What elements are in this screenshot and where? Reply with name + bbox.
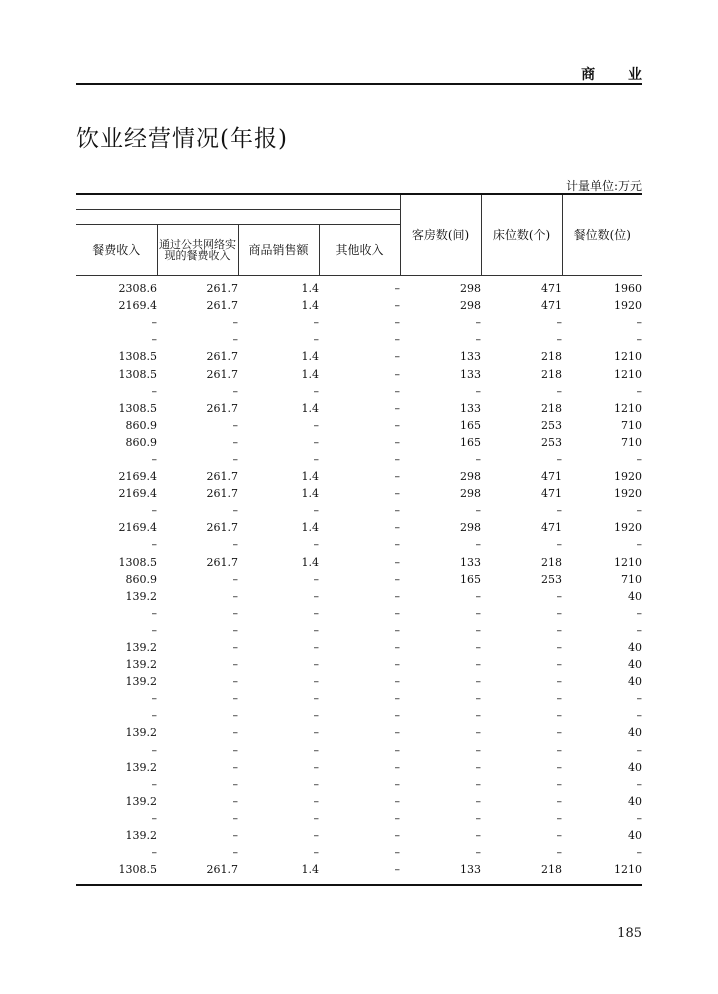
table-row: [76, 810, 642, 827]
cell-public-network: –: [232, 333, 238, 347]
cell-food-revenue: 139.2: [125, 589, 157, 603]
cell-food-revenue: –: [151, 384, 157, 398]
cell-seats: –: [636, 538, 642, 552]
cell-seats: 40: [628, 658, 642, 672]
cell-public-network: 261.7: [206, 282, 238, 296]
cell-food-revenue: 139.2: [125, 760, 157, 774]
cell-goods-sales: 1.4: [301, 555, 319, 569]
cell-food-revenue: 139.2: [125, 641, 157, 655]
cell-beds: 253: [541, 418, 562, 432]
cell-public-network: 261.7: [206, 487, 238, 501]
cell-food-revenue: 139.2: [125, 658, 157, 672]
cell-food-revenue: –: [151, 504, 157, 518]
table-row: [76, 571, 642, 588]
cell-food-revenue: –: [151, 846, 157, 860]
table-row: [76, 485, 642, 502]
cell-other-revenue: –: [394, 384, 400, 398]
cell-beds: 471: [541, 299, 562, 313]
cell-other-revenue: –: [394, 811, 400, 825]
cell-goods-sales: –: [313, 418, 319, 432]
cell-beds: –: [556, 384, 562, 398]
cell-public-network: –: [232, 316, 238, 330]
cell-goods-sales: –: [313, 606, 319, 620]
cell-rooms: –: [475, 709, 481, 723]
cell-other-revenue: –: [394, 829, 400, 843]
cell-seats: 40: [628, 794, 642, 808]
cell-public-network: –: [232, 743, 238, 757]
cell-rooms: 165: [460, 572, 481, 586]
cell-rooms: –: [475, 623, 481, 637]
col-header-public-network: 通过公共网络实现的餐费收入: [157, 225, 238, 276]
table-row: [76, 776, 642, 793]
table-row: [76, 861, 642, 882]
table-row: [76, 434, 642, 451]
table-row: [76, 656, 642, 673]
cell-seats: 1210: [614, 350, 642, 364]
cell-seats: –: [636, 606, 642, 620]
table-row: [76, 468, 642, 485]
table-row: [76, 314, 642, 331]
cell-other-revenue: –: [394, 675, 400, 689]
cell-beds: –: [556, 504, 562, 518]
cell-rooms: –: [475, 333, 481, 347]
cell-seats: –: [636, 692, 642, 706]
cell-seats: –: [636, 333, 642, 347]
cell-public-network: –: [232, 658, 238, 672]
cell-goods-sales: 1.4: [301, 367, 319, 381]
cell-rooms: –: [475, 726, 481, 740]
cell-beds: –: [556, 589, 562, 603]
cell-food-revenue: 139.2: [125, 829, 157, 843]
cell-public-network: –: [232, 504, 238, 518]
cell-seats: 1210: [614, 401, 642, 415]
cell-other-revenue: –: [394, 726, 400, 740]
cell-seats: –: [636, 777, 642, 791]
cell-public-network: –: [232, 692, 238, 706]
cell-public-network: 261.7: [206, 367, 238, 381]
cell-goods-sales: –: [313, 589, 319, 603]
cell-other-revenue: –: [394, 606, 400, 620]
cell-public-network: –: [232, 384, 238, 398]
table-row: [76, 690, 642, 707]
cell-food-revenue: 1308.5: [118, 863, 157, 877]
cell-goods-sales: –: [313, 777, 319, 791]
cell-rooms: –: [475, 777, 481, 791]
cell-other-revenue: –: [394, 846, 400, 860]
table-row: [76, 793, 642, 810]
cell-beds: –: [556, 829, 562, 843]
cell-beds: –: [556, 743, 562, 757]
table-row: [76, 844, 642, 861]
cell-seats: –: [636, 316, 642, 330]
table-row: [76, 588, 642, 605]
cell-other-revenue: –: [394, 418, 400, 432]
cell-public-network: –: [232, 572, 238, 586]
cell-beds: 218: [541, 863, 562, 877]
cell-beds: 471: [541, 521, 562, 535]
col-header-beds: 床位数(个): [481, 194, 562, 276]
cell-beds: 253: [541, 572, 562, 586]
cell-beds: –: [556, 538, 562, 552]
cell-beds: –: [556, 316, 562, 330]
cell-food-revenue: 139.2: [125, 726, 157, 740]
cell-rooms: –: [475, 743, 481, 757]
cell-rooms: 298: [460, 299, 481, 313]
cell-beds: –: [556, 846, 562, 860]
table-row: [76, 383, 642, 400]
cell-public-network: –: [232, 418, 238, 432]
cell-goods-sales: 1.4: [301, 487, 319, 501]
cell-public-network: –: [232, 538, 238, 552]
page-number: 185: [617, 926, 642, 941]
cell-goods-sales: –: [313, 692, 319, 706]
bottom-rule: [76, 884, 642, 886]
cell-public-network: –: [232, 794, 238, 808]
cell-other-revenue: –: [394, 641, 400, 655]
cell-beds: –: [556, 692, 562, 706]
cell-public-network: 261.7: [206, 470, 238, 484]
cell-goods-sales: –: [313, 743, 319, 757]
cell-beds: –: [556, 623, 562, 637]
cell-rooms: –: [475, 846, 481, 860]
col-header-food-revenue: 餐费收入: [76, 225, 157, 276]
cell-goods-sales: –: [313, 658, 319, 672]
cell-other-revenue: –: [394, 504, 400, 518]
cell-public-network: –: [232, 641, 238, 655]
cell-other-revenue: –: [394, 282, 400, 296]
cell-public-network: 261.7: [206, 401, 238, 415]
cell-rooms: 133: [460, 401, 481, 415]
col-header-other-revenue: 其他收入: [319, 225, 400, 276]
cell-food-revenue: –: [151, 316, 157, 330]
cell-food-revenue: 860.9: [125, 572, 157, 586]
cell-rooms: –: [475, 760, 481, 774]
table-row: [76, 276, 642, 298]
cell-rooms: 165: [460, 418, 481, 432]
cell-beds: 253: [541, 435, 562, 449]
cell-food-revenue: 2308.6: [118, 282, 157, 296]
table-body: [76, 276, 642, 883]
table-row: [76, 297, 642, 314]
cell-food-revenue: –: [151, 452, 157, 466]
cell-goods-sales: –: [313, 333, 319, 347]
table-row: [76, 400, 642, 417]
cell-other-revenue: –: [394, 777, 400, 791]
cell-other-revenue: –: [394, 367, 400, 381]
table-row: [76, 724, 642, 741]
cell-beds: –: [556, 333, 562, 347]
cell-food-revenue: –: [151, 777, 157, 791]
cell-rooms: –: [475, 675, 481, 689]
cell-other-revenue: –: [394, 709, 400, 723]
table-row: [76, 502, 642, 519]
cell-goods-sales: 1.4: [301, 863, 319, 877]
cell-goods-sales: –: [313, 538, 319, 552]
cell-seats: 40: [628, 589, 642, 603]
cell-other-revenue: –: [394, 555, 400, 569]
cell-goods-sales: –: [313, 572, 319, 586]
table-row: [76, 417, 642, 434]
cell-seats: 1210: [614, 555, 642, 569]
cell-public-network: –: [232, 606, 238, 620]
cell-beds: –: [556, 794, 562, 808]
cell-public-network: 261.7: [206, 863, 238, 877]
cell-beds: –: [556, 606, 562, 620]
cell-public-network: –: [232, 760, 238, 774]
cell-food-revenue: –: [151, 606, 157, 620]
cell-goods-sales: –: [313, 623, 319, 637]
cell-other-revenue: –: [394, 538, 400, 552]
cell-rooms: 165: [460, 435, 481, 449]
cell-beds: –: [556, 452, 562, 466]
cell-public-network: 261.7: [206, 350, 238, 364]
cell-beds: 471: [541, 470, 562, 484]
top-rule: [76, 83, 642, 85]
cell-food-revenue: 1308.5: [118, 350, 157, 364]
cell-other-revenue: –: [394, 589, 400, 603]
cell-other-revenue: –: [394, 658, 400, 672]
table-row: [76, 605, 642, 622]
cell-rooms: –: [475, 538, 481, 552]
cell-rooms: –: [475, 606, 481, 620]
cell-food-revenue: –: [151, 811, 157, 825]
cell-food-revenue: –: [151, 623, 157, 637]
cell-food-revenue: 860.9: [125, 418, 157, 432]
cell-goods-sales: –: [313, 675, 319, 689]
col-header-rooms: 客房数(间): [400, 194, 481, 276]
cell-goods-sales: 1.4: [301, 470, 319, 484]
cell-beds: 471: [541, 487, 562, 501]
cell-other-revenue: –: [394, 401, 400, 415]
cell-food-revenue: 2169.4: [118, 470, 157, 484]
cell-other-revenue: –: [394, 692, 400, 706]
cell-seats: 710: [621, 572, 642, 586]
cell-goods-sales: –: [313, 794, 319, 808]
cell-other-revenue: –: [394, 521, 400, 535]
cell-public-network: 261.7: [206, 299, 238, 313]
cell-rooms: –: [475, 316, 481, 330]
cell-other-revenue: –: [394, 743, 400, 757]
cell-other-revenue: –: [394, 487, 400, 501]
cell-goods-sales: 1.4: [301, 350, 319, 364]
cell-rooms: 298: [460, 282, 481, 296]
cell-beds: 218: [541, 555, 562, 569]
data-table: [76, 193, 642, 882]
cell-goods-sales: –: [313, 452, 319, 466]
cell-goods-sales: 1.4: [301, 401, 319, 415]
table-row: [76, 365, 642, 382]
cell-seats: –: [636, 504, 642, 518]
cell-public-network: 261.7: [206, 555, 238, 569]
cell-rooms: –: [475, 829, 481, 843]
cell-public-network: –: [232, 846, 238, 860]
cell-food-revenue: –: [151, 538, 157, 552]
cell-seats: 1920: [614, 521, 642, 535]
cell-other-revenue: –: [394, 299, 400, 313]
cell-goods-sales: –: [313, 316, 319, 330]
cell-other-revenue: –: [394, 794, 400, 808]
cell-public-network: –: [232, 435, 238, 449]
cell-food-revenue: 2169.4: [118, 487, 157, 501]
cell-goods-sales: –: [313, 504, 319, 518]
cell-goods-sales: 1.4: [301, 521, 319, 535]
cell-beds: 218: [541, 401, 562, 415]
section-label: 商 业: [581, 67, 656, 83]
cell-rooms: 133: [460, 863, 481, 877]
cell-other-revenue: –: [394, 760, 400, 774]
cell-food-revenue: 1308.5: [118, 555, 157, 569]
cell-goods-sales: 1.4: [301, 299, 319, 313]
cell-rooms: –: [475, 384, 481, 398]
cell-food-revenue: –: [151, 743, 157, 757]
table-row: [76, 451, 642, 468]
cell-seats: 1920: [614, 470, 642, 484]
table-row: [76, 742, 642, 759]
table-row: [76, 707, 642, 724]
cell-other-revenue: –: [394, 435, 400, 449]
cell-food-revenue: –: [151, 333, 157, 347]
cell-other-revenue: –: [394, 452, 400, 466]
cell-goods-sales: –: [313, 709, 319, 723]
table-row: [76, 759, 642, 776]
cell-seats: 1960: [614, 282, 642, 296]
cell-food-revenue: –: [151, 692, 157, 706]
cell-other-revenue: –: [394, 350, 400, 364]
cell-seats: 40: [628, 675, 642, 689]
table-row: [76, 827, 642, 844]
cell-food-revenue: 139.2: [125, 675, 157, 689]
cell-goods-sales: –: [313, 726, 319, 740]
cell-seats: –: [636, 623, 642, 637]
unit-label: 计量单位:万元: [565, 179, 642, 193]
col-header-seats: 餐位数(位): [562, 194, 642, 276]
table-row: [76, 348, 642, 365]
cell-rooms: 298: [460, 521, 481, 535]
cell-seats: –: [636, 811, 642, 825]
cell-seats: –: [636, 709, 642, 723]
cell-seats: 1210: [614, 367, 642, 381]
cell-rooms: 133: [460, 367, 481, 381]
cell-public-network: –: [232, 589, 238, 603]
cell-seats: 40: [628, 760, 642, 774]
cell-rooms: –: [475, 794, 481, 808]
cell-rooms: –: [475, 589, 481, 603]
cell-beds: –: [556, 726, 562, 740]
cell-seats: 1210: [614, 863, 642, 877]
table-row: [76, 536, 642, 553]
cell-other-revenue: –: [394, 863, 400, 877]
cell-goods-sales: –: [313, 829, 319, 843]
page-title: 饮业经营情况(年报): [76, 126, 288, 152]
header-blank-2: [76, 210, 400, 225]
cell-seats: –: [636, 743, 642, 757]
cell-public-network: –: [232, 811, 238, 825]
cell-rooms: –: [475, 658, 481, 672]
cell-public-network: –: [232, 452, 238, 466]
cell-goods-sales: –: [313, 811, 319, 825]
table-row: [76, 673, 642, 690]
cell-public-network: –: [232, 777, 238, 791]
table-row: [76, 554, 642, 571]
cell-food-revenue: 139.2: [125, 794, 157, 808]
cell-public-network: –: [232, 726, 238, 740]
cell-seats: 1920: [614, 299, 642, 313]
cell-seats: 710: [621, 435, 642, 449]
cell-food-revenue: 1308.5: [118, 367, 157, 381]
cell-beds: –: [556, 641, 562, 655]
cell-rooms: 133: [460, 350, 481, 364]
cell-beds: 218: [541, 367, 562, 381]
cell-beds: –: [556, 658, 562, 672]
cell-public-network: –: [232, 829, 238, 843]
cell-seats: –: [636, 384, 642, 398]
header-blank-1: [76, 194, 400, 210]
cell-beds: –: [556, 760, 562, 774]
cell-rooms: –: [475, 692, 481, 706]
cell-beds: –: [556, 675, 562, 689]
cell-seats: 40: [628, 641, 642, 655]
cell-rooms: 298: [460, 470, 481, 484]
table-row: [76, 519, 642, 536]
cell-other-revenue: –: [394, 316, 400, 330]
data-table-container: [76, 193, 642, 882]
cell-other-revenue: –: [394, 470, 400, 484]
cell-goods-sales: 1.4: [301, 282, 319, 296]
cell-food-revenue: –: [151, 709, 157, 723]
cell-beds: 471: [541, 282, 562, 296]
cell-rooms: –: [475, 811, 481, 825]
cell-food-revenue: 860.9: [125, 435, 157, 449]
table-header: [76, 194, 642, 276]
table-row: [76, 622, 642, 639]
cell-rooms: 298: [460, 487, 481, 501]
cell-public-network: 261.7: [206, 521, 238, 535]
cell-rooms: –: [475, 641, 481, 655]
cell-goods-sales: –: [313, 641, 319, 655]
table-row: [76, 639, 642, 656]
cell-food-revenue: 2169.4: [118, 521, 157, 535]
cell-beds: –: [556, 709, 562, 723]
cell-other-revenue: –: [394, 623, 400, 637]
cell-seats: 1920: [614, 487, 642, 501]
cell-goods-sales: –: [313, 384, 319, 398]
cell-public-network: –: [232, 623, 238, 637]
col-header-goods-sales: 商品销售额: [238, 225, 319, 276]
table-row: [76, 331, 642, 348]
cell-rooms: 133: [460, 555, 481, 569]
cell-seats: 710: [621, 418, 642, 432]
cell-seats: –: [636, 452, 642, 466]
cell-other-revenue: –: [394, 333, 400, 347]
cell-beds: –: [556, 811, 562, 825]
cell-food-revenue: 1308.5: [118, 401, 157, 415]
cell-food-revenue: 2169.4: [118, 299, 157, 313]
cell-public-network: –: [232, 675, 238, 689]
cell-beds: 218: [541, 350, 562, 364]
cell-public-network: –: [232, 709, 238, 723]
cell-rooms: –: [475, 504, 481, 518]
cell-goods-sales: –: [313, 760, 319, 774]
cell-seats: 40: [628, 726, 642, 740]
cell-other-revenue: –: [394, 572, 400, 586]
cell-seats: –: [636, 846, 642, 860]
cell-goods-sales: –: [313, 435, 319, 449]
cell-rooms: –: [475, 452, 481, 466]
cell-beds: –: [556, 777, 562, 791]
cell-seats: 40: [628, 829, 642, 843]
cell-goods-sales: –: [313, 846, 319, 860]
